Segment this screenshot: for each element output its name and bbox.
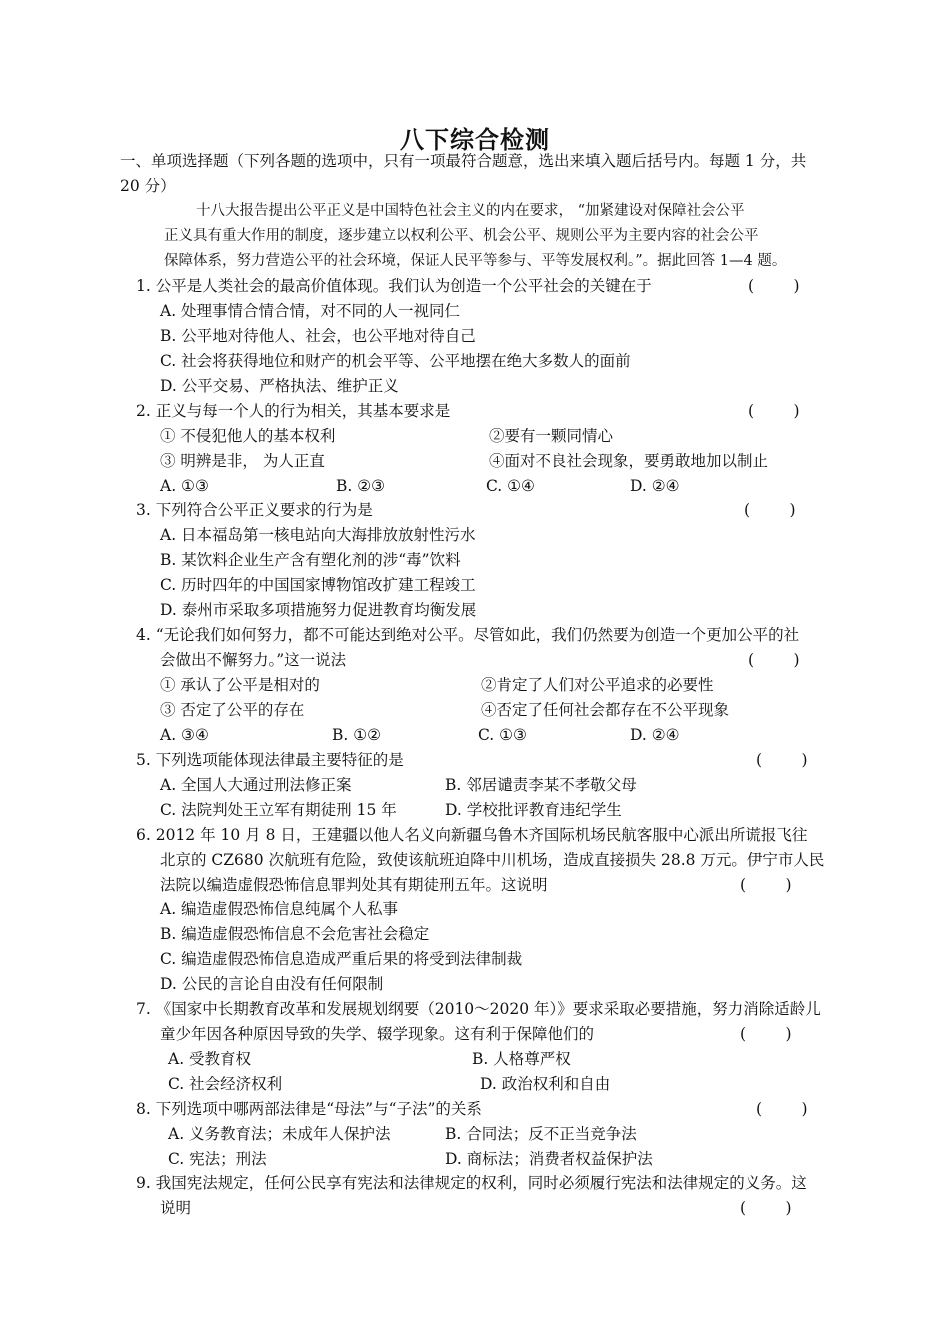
question-8-option-b: B. 合同法；反不正当竞争法 bbox=[445, 1125, 637, 1143]
question-7-stem: 7. 《国家中长期教育改革和发展规划纲要（2010～2020 年）》要求采取必要措施，努力消除适龄儿 bbox=[136, 1000, 821, 1018]
page-title: 八下综合检测 bbox=[400, 125, 550, 154]
question-4-statement-1: ① 承认了公平是相对的 bbox=[160, 676, 320, 694]
question-7-option-d: D. 政治权利和自由 bbox=[480, 1075, 611, 1093]
question-4-option-d: D. ②④ bbox=[630, 726, 680, 744]
question-1-option-b: B. 公平地对待他人、社会，也公平地对待自己 bbox=[160, 327, 476, 345]
question-7-answer-blank: ( ) bbox=[740, 1025, 792, 1043]
question-2-stem: 2. 正义与每一个人的行为相关，其基本要求是 bbox=[136, 402, 451, 420]
question-3-option-b: B. 某饮料企业生产含有塑化剂的涉“毒”饮料 bbox=[160, 551, 461, 569]
question-2-statement-2: ②要有一颗同情心 bbox=[489, 427, 614, 445]
question-9-answer-blank: ( ) bbox=[740, 1199, 792, 1217]
question-4-statement-2: ②肯定了人们对公平追求的必要性 bbox=[481, 676, 714, 694]
question-5-answer-blank: ( ) bbox=[756, 751, 808, 769]
section-heading-cont: 20 分） bbox=[120, 177, 176, 195]
question-1-stem: 1. 公平是人类社会的最高价值体现。我们认为创造一个公平社会的关键在于 bbox=[136, 277, 652, 295]
question-2-statement-4: ④面对不良社会现象，要勇敢地加以制止 bbox=[489, 452, 769, 470]
question-6-stem-cont: 法院以编造虚假恐怖信息罪判处其有期徒刑五年。这说明 bbox=[160, 876, 548, 894]
question-4-stem: 4. “无论我们如何努力，都不可能达到绝对公平。尽管如此，我们仍然要为创造一个更加公平的社 bbox=[136, 626, 800, 644]
question-4-option-c: C. ①③ bbox=[478, 726, 527, 744]
question-8-answer-blank: ( ) bbox=[756, 1100, 808, 1118]
question-9-stem: 9. 我国宪法规定，任何公民享有宪法和法律规定的权利，同时必须履行宪法和法律规定的义务。这 bbox=[136, 1174, 807, 1192]
preamble-line: 正义具有重大作用的制度，逐步建立以权利公平、机会公平、规则公平为主要内容的社会公平 bbox=[164, 228, 759, 244]
preamble-line: 十八大报告提出公平正义是中国特色社会主义的内在要求， “加紧建设对保障社会公平 bbox=[196, 203, 745, 219]
question-3-stem: 3. 下列符合公平正义要求的行为是 bbox=[136, 501, 373, 519]
question-3-answer-blank: ( ) bbox=[744, 501, 796, 519]
question-6-option-b: B. 编造虚假恐怖信息不会危害社会稳定 bbox=[160, 925, 430, 943]
preamble-line: 保障体系，努力营造公平的社会环境，保证人民平等参与、平等发展权利。”。据此回答 1—4 题。 bbox=[164, 253, 787, 269]
question-8-option-d: D. 商标法；消费者权益保护法 bbox=[445, 1150, 653, 1168]
question-4-stem-cont: 会做出不懈努力。”这一说法 bbox=[160, 651, 347, 669]
question-5-option-a: A. 全国人大通过刑法修正案 bbox=[160, 776, 352, 794]
question-3-option-a: A. 日本福岛第一核电站向大海排放放射性污水 bbox=[160, 526, 476, 544]
question-2-option-c: C. ①④ bbox=[486, 477, 535, 495]
question-1-option-a: A. 处理事情合情合情，对不同的人一视同仁 bbox=[160, 302, 461, 320]
question-2-option-a: A. ①③ bbox=[160, 477, 209, 495]
question-2-statement-3: ③ 明辨是非， 为人正直 bbox=[160, 452, 325, 470]
question-5-option-b: B. 邻居谴责李某不孝敬父母 bbox=[445, 776, 637, 794]
question-2-option-d: D. ②④ bbox=[630, 477, 680, 495]
question-4-statement-4: ④否定了任何社会都存在不公平现象 bbox=[481, 701, 730, 719]
question-5-stem: 5. 下列选项能体现法律最主要特征的是 bbox=[136, 751, 404, 769]
question-6-option-c: C. 编造虚假恐怖信息造成严重后果的将受到法律制裁 bbox=[160, 950, 523, 968]
question-1-option-c: C. 社会将获得地位和财产的机会平等、公平地摆在绝大多数人的面前 bbox=[160, 352, 631, 370]
question-4-statement-3: ③ 否定了公平的存在 bbox=[160, 701, 305, 719]
question-1-answer-blank: ( ) bbox=[748, 277, 800, 295]
question-8-stem: 8. 下列选项中哪两部法律是“母法”与“子法”的关系 bbox=[136, 1100, 482, 1118]
question-5-option-d: D. 学校批评教育违纪学生 bbox=[445, 801, 622, 819]
question-8-option-a: A. 义务教育法；未成年人保护法 bbox=[168, 1125, 391, 1143]
question-7-option-a: A. 受教育权 bbox=[168, 1050, 252, 1068]
question-6-option-a: A. 编造虚假恐怖信息纯属个人私事 bbox=[160, 900, 399, 918]
question-5-option-c: C. 法院判处王立军有期徒刑 15 年 bbox=[160, 801, 397, 819]
question-1-option-d: D. 公平交易、严格执法、维护正义 bbox=[160, 377, 399, 395]
question-7-option-b: B. 人格尊严权 bbox=[472, 1050, 571, 1068]
section-heading: 一、单项选择题（下列各题的选项中，只有一项最符合题意，选出来填入题后括号内。每题 1 分，共 bbox=[120, 152, 807, 170]
question-3-option-c: C. 历时四年的中国国家博物馆改扩建工程竣工 bbox=[160, 576, 476, 594]
question-8-option-c: C. 宪法；刑法 bbox=[168, 1150, 267, 1168]
question-7-stem-cont: 童少年因各种原因导致的失学、辍学现象。这有利于保障他们的 bbox=[160, 1025, 595, 1043]
question-4-option-a: A. ③④ bbox=[160, 726, 209, 744]
question-2-answer-blank: ( ) bbox=[748, 402, 800, 420]
question-2-statement-1: ① 不侵犯他人的基本权利 bbox=[160, 427, 336, 445]
question-6-stem-cont: 北京的 CZ680 次航班有危险，致使该航班迫降中川机场，造成直接损失 28.8 万元。伊宁市人民 bbox=[160, 851, 825, 869]
question-7-option-c: C. 社会经济权利 bbox=[168, 1075, 283, 1093]
question-6-answer-blank: ( ) bbox=[740, 876, 792, 894]
question-6-stem: 6. 2012 年 10 月 8 日，王建疆以他人名义向新疆乌鲁木齐国际机场民航客服中心派出所谎报飞往 bbox=[136, 826, 808, 844]
question-4-option-b: B. ①② bbox=[332, 726, 382, 744]
question-6-option-d: D. 公民的言论自由没有任何限制 bbox=[160, 975, 384, 993]
question-4-answer-blank: ( ) bbox=[748, 651, 800, 669]
question-9-stem-cont: 说明 bbox=[160, 1199, 192, 1217]
question-3-option-d: D. 泰州市采取多项措施努力促进教育均衡发展 bbox=[160, 601, 477, 619]
question-2-option-b: B. ②③ bbox=[336, 477, 386, 495]
